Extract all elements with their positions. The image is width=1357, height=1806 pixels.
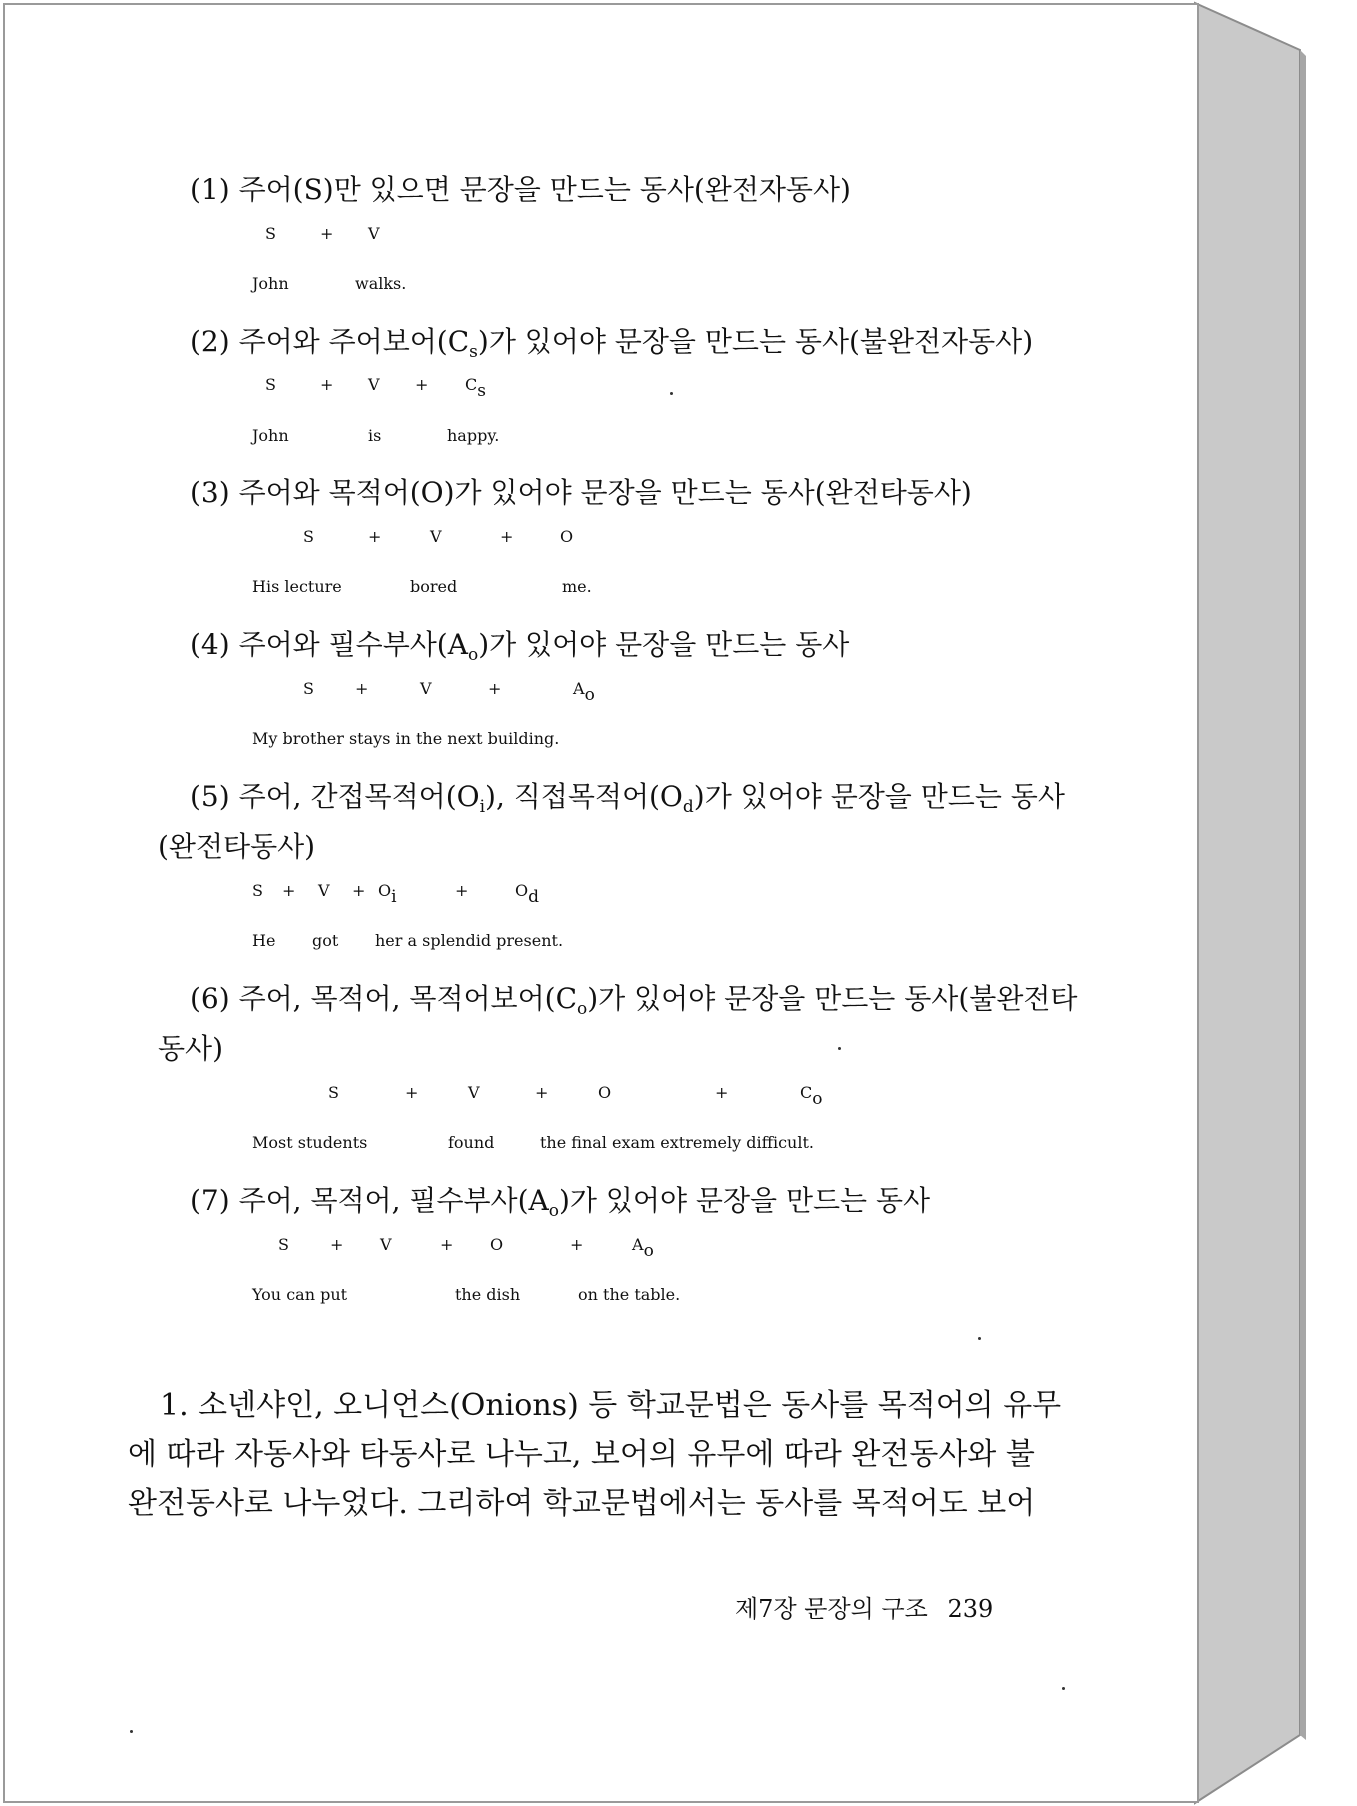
item-1-formula <box>0 224 1000 258</box>
item-7-heading: (7) 주어, 목적어, 필수부사$(A_o)$가 있어야 문장을 만드는 동사 <box>190 1184 931 1221</box>
item-4-example <box>0 729 1000 763</box>
formula-term: V <box>468 1083 480 1102</box>
chapter-title: 제7장 문장의 구조 <box>735 1595 928 1623</box>
paragraph-line: 1. 소넨샤인, 오니언스(Onions) 등 학교문법은 동사를 목적어의 유무 <box>160 1388 1062 1423</box>
page-number: 239 <box>947 1595 994 1623</box>
item-2-example <box>0 426 1000 460</box>
formula-term: Ao <box>632 1235 654 1261</box>
example-word: John <box>252 426 289 445</box>
formula-term: S <box>252 881 263 900</box>
example-word: the final exam extremely difficult. <box>540 1133 814 1152</box>
formula-term: V <box>368 375 380 394</box>
formula-term: S <box>303 527 314 546</box>
item-3-formula <box>0 527 1000 561</box>
formula-term: V <box>420 679 432 698</box>
formula-term: Oi <box>378 881 397 907</box>
formula-plus: + <box>330 1235 344 1254</box>
item-3-heading: (3) 주어와 목적어(O)가 있어야 문장을 만드는 동사(완전타동사) <box>190 476 972 509</box>
item-3-example <box>0 577 1000 611</box>
paragraph-line: 에 따라 자동사와 타동사로 나누고, 보어의 유무에 따라 완전동사와 불 <box>128 1437 1035 1472</box>
example-word: is <box>368 426 382 445</box>
formula-plus: + <box>535 1083 549 1102</box>
example-word: Most students <box>252 1133 368 1152</box>
item-5-example <box>0 931 1000 965</box>
formula-term: O <box>598 1083 612 1102</box>
formula-term: Ao <box>573 679 595 705</box>
formula-plus: + <box>570 1235 584 1254</box>
formula-plus: + <box>282 881 296 900</box>
formula-plus: + <box>500 527 514 546</box>
formula-plus: + <box>352 881 366 900</box>
item-7-example <box>0 1285 1000 1319</box>
scan-speck <box>1062 1687 1065 1690</box>
formula-term: S <box>303 679 314 698</box>
formula-plus: + <box>415 375 429 394</box>
scan-speck <box>670 392 673 395</box>
scan-speck <box>130 1730 133 1733</box>
example-word: walks. <box>355 274 407 293</box>
formula-plus: + <box>320 375 334 394</box>
scan-speck <box>838 1047 841 1050</box>
formula-plus: + <box>488 679 502 698</box>
formula-plus: + <box>355 679 369 698</box>
formula-term: S <box>265 375 276 394</box>
example-word: happy. <box>447 426 500 445</box>
example-word: her a splendid present. <box>375 931 564 950</box>
item-7-formula <box>0 1235 1000 1269</box>
example-sentence: My brother stays in the next building. <box>252 729 560 748</box>
example-word: the dish <box>455 1285 521 1304</box>
item-5-heading-continued: (완전타동사) <box>158 830 316 863</box>
formula-term: S <box>328 1083 339 1102</box>
formula-term: S <box>265 224 276 243</box>
item-2-formula <box>0 375 1000 409</box>
formula-term: Co <box>800 1083 823 1109</box>
item-4-formula <box>0 679 1000 713</box>
formula-plus: + <box>440 1235 454 1254</box>
formula-plus: + <box>405 1083 419 1102</box>
item-1-example <box>0 274 1000 308</box>
item-6-heading-continued: 동사) <box>158 1032 224 1065</box>
formula-term: V <box>380 1235 392 1254</box>
item-5-heading: (5) 주어, 간접목적어$(O_i)$, 직접목적어$(O_d)$가 있어야 문장을 만드는 동사 <box>190 780 1065 817</box>
example-word: me. <box>562 577 592 596</box>
item-5-formula <box>0 881 1000 915</box>
scan-speck <box>978 1337 981 1340</box>
example-word: found <box>448 1133 495 1152</box>
example-word: on the table. <box>578 1285 681 1304</box>
formula-term: V <box>368 224 380 243</box>
item-6-formula <box>0 1083 1000 1117</box>
running-footer <box>735 1594 993 1624</box>
formula-term: S <box>278 1235 289 1254</box>
formula-term: O <box>560 527 574 546</box>
example-word: bored <box>410 577 458 596</box>
item-4-heading: (4) 주어와 필수부사$(A_o)$가 있어야 문장을 만드는 동사 <box>190 628 850 665</box>
formula-plus: + <box>320 224 334 243</box>
example-word: You can put <box>252 1285 348 1304</box>
formula-term: V <box>430 527 442 546</box>
formula-term: Cs <box>465 375 486 401</box>
item-6-heading: (6) 주어, 목적어, 목적어보어$(C_o)$가 있어야 문장을 만드는 동사(불완전타 <box>190 982 1078 1019</box>
paragraph-line: 완전동사로 나누었다. 그리하여 학교문법에서는 동사를 목적어도 보어 <box>128 1486 1036 1521</box>
formula-term: V <box>318 881 330 900</box>
formula-term: O <box>490 1235 504 1254</box>
example-word: He <box>252 931 276 950</box>
formula-plus: + <box>715 1083 729 1102</box>
example-word: His lecture <box>252 577 342 596</box>
example-word: John <box>252 274 289 293</box>
item-2-heading: (2) 주어와 주어보어$(C_s)$가 있어야 문장을 만드는 동사(불완전자동사) <box>190 325 1034 362</box>
formula-plus: + <box>455 881 469 900</box>
formula-plus: + <box>368 527 382 546</box>
example-word: got <box>312 931 339 950</box>
formula-term: Od <box>515 881 540 907</box>
item-1-heading: (1) 주어(S)만 있으면 문장을 만드는 동사(완전자동사) <box>190 173 851 206</box>
item-6-example <box>0 1133 1000 1167</box>
